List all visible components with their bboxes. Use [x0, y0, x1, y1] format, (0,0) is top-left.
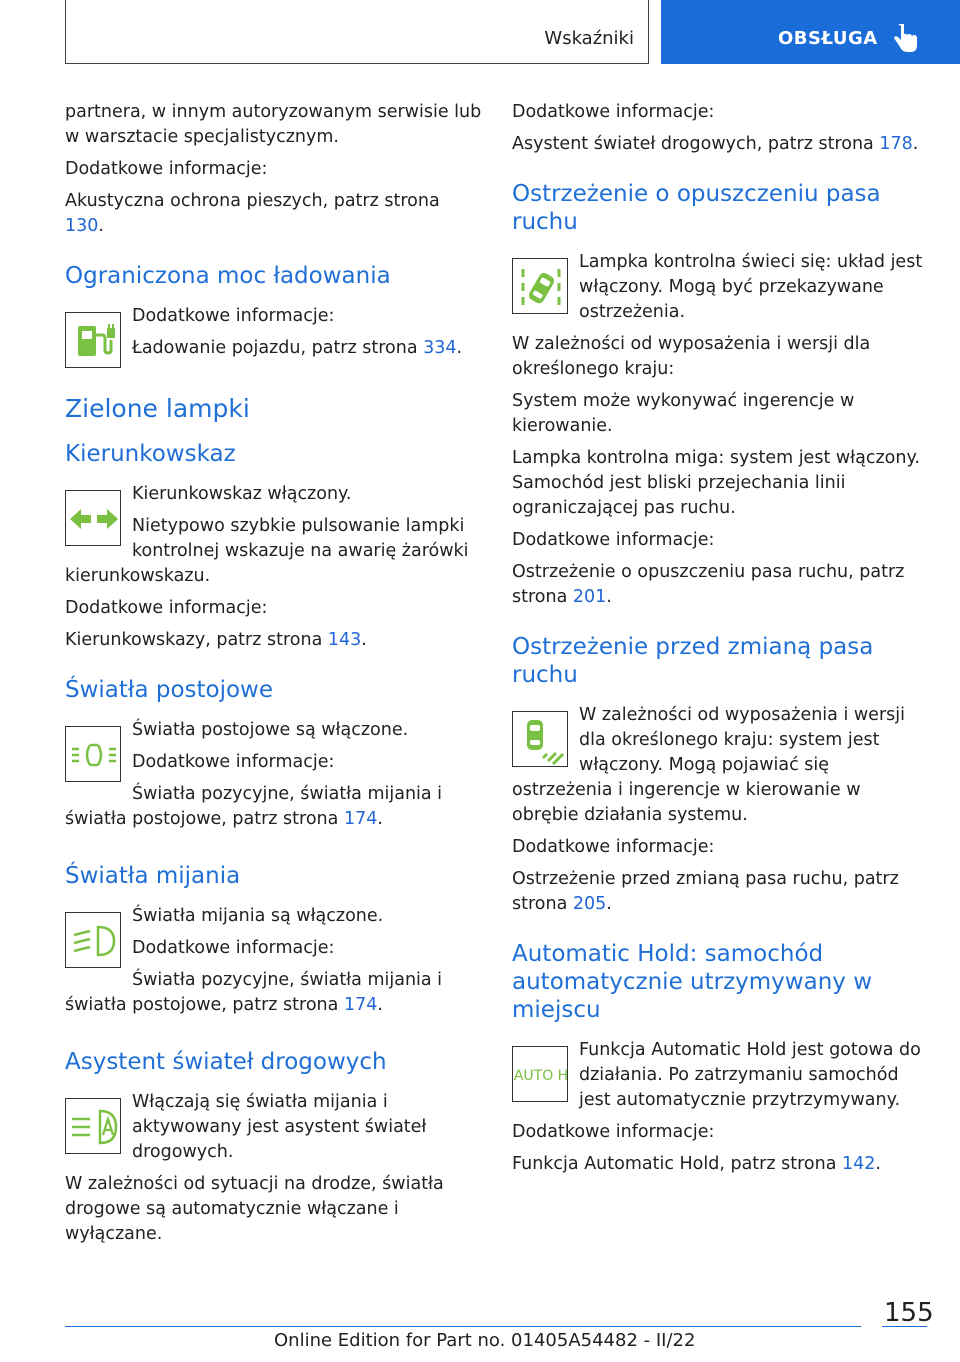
footer-divider [882, 1326, 927, 1327]
section-title-lane-change-warning: Ostrzeżenie przed zmianą pasa ruchu [512, 634, 874, 688]
page-link[interactable]: 178 [879, 134, 913, 154]
page-link[interactable]: 205 [572, 894, 607, 914]
paragraph: Dodatkowe informacje: [132, 306, 335, 326]
left-column [65, 100, 483, 1254]
indicator-block [65, 904, 483, 1025]
paragraph: Funkcja Automatic Hold jest gotowa do działania. Po zatrzymaniu samochód jest automatycznie przytrzymywany. [579, 1040, 921, 1110]
charging-plug-icon [65, 312, 121, 368]
paragraph: Kierunkowskazy, patrz strona 143. [65, 630, 367, 650]
low-beam-icon [65, 912, 121, 968]
lane-change-warning-icon [512, 711, 568, 767]
header-section-box [65, 0, 649, 64]
paragraph: Światła pozycyjne, światła mijania i światła postojowe, patrz strona 174. [65, 970, 443, 1015]
lane-departure-icon [512, 258, 568, 314]
page-link[interactable]: 201 [572, 587, 607, 607]
paragraph: W zależności od wyposażenia i wersji dla określonego kraju: [512, 334, 871, 379]
paragraph: Światła mijania są włączone. [132, 906, 384, 926]
indicator-block [65, 482, 483, 596]
indicator-block [65, 1090, 483, 1254]
indicator-block [512, 1038, 930, 1120]
turn-signal-icon [65, 490, 121, 546]
page-link[interactable]: 334 [423, 338, 457, 358]
section-title-turn-signal: Kierunkowskaz [65, 441, 236, 467]
paragraph: Dodatkowe informacje: [132, 752, 335, 772]
section-title-high-beam-assist: Asystent świateł drogowych [65, 1049, 387, 1075]
paragraph: Światła postojowe są włączone. [132, 720, 409, 740]
paragraph: Kierunkowskaz włączony. [132, 484, 352, 504]
high-beam-assist-icon [65, 1098, 121, 1154]
paragraph: partnera, w innym autoryzowanym serwisie lub w warsztacie specjalistycznym. [65, 102, 482, 147]
footer-divider [65, 1326, 861, 1327]
section-title-parking-lights: Światła postojowe [65, 677, 274, 703]
auto-hold-icon [512, 1046, 568, 1102]
paragraph: Dodatkowe informacje: [65, 598, 268, 618]
page-link[interactable]: 174 [343, 995, 378, 1015]
indicator-block [65, 718, 483, 839]
paragraph: Funkcja Automatic Hold, patrz strona 142. [512, 1154, 881, 1174]
footer-edition: Online Edition for Part no. 01405A54482 - II/22 [274, 1330, 696, 1351]
hand-pointer-icon [893, 24, 919, 54]
paragraph: Lampka kontrolna świeci się: układ jest włączony. Mogą być przekazywane ostrzeżenia. [579, 252, 923, 322]
paragraph: Dodatkowe informacje: [65, 159, 268, 179]
page-number: 155 [884, 1298, 934, 1328]
page-link[interactable]: 174 [343, 809, 378, 829]
header-chapter-title: OBSŁUGA [778, 28, 878, 49]
page-link[interactable]: 130 [65, 216, 99, 236]
paragraph: Włączają się światła mijania i aktywowany jest asystent świateł drogowych. [132, 1092, 427, 1162]
auto-hold-icon-text: AUTO H [513, 1068, 569, 1084]
page-link[interactable]: 143 [327, 630, 362, 650]
indicator-block [512, 250, 930, 332]
paragraph: Światła pozycyjne, światła mijania i światła postojowe, patrz strona 174. [65, 784, 443, 829]
indicator-block [512, 703, 930, 835]
paragraph: Asystent świateł drogowych, patrz strona 178. [512, 134, 919, 154]
chapter-heading-green-lights: Zielone lampki [65, 394, 250, 423]
paragraph: Dodatkowe informacje: [132, 938, 335, 958]
section-title-lane-departure: Ostrzeżenie o opuszczeniu pasa ruchu [512, 181, 881, 235]
paragraph: Akustyczna ochrona pieszych, patrz strona 130. [65, 191, 440, 236]
paragraph: Ładowanie pojazdu, patrz strona 334. [132, 338, 463, 358]
paragraph: Dodatkowe informacje: [512, 102, 715, 122]
paragraph: W zależności od wyposażenia i wersji dla określonego kraju: system jest włączony. Mogą pojawiać się ostrzeżenia i ingerencje w kierowanie w obrębie działania systemu. [512, 705, 905, 825]
paragraph: Dodatkowe informacje: [512, 837, 715, 857]
paragraph: Nietypowo szybkie pulsowanie lampki kontrolnej wskazuje na awarię żarówki kierunkowskazu. [65, 516, 469, 586]
paragraph: Lampka kontrolna miga: system jest włączony. Samochód jest bliski przejechania linii ograniczającej pas ruchu. [512, 448, 920, 518]
paragraph: Dodatkowe informacje: [512, 530, 715, 550]
paragraph: Ostrzeżenie o opuszczeniu pasa ruchu, patrz strona 201. [512, 562, 905, 607]
header-section-title: Wskaźniki [544, 28, 634, 49]
header-chapter-box [661, 0, 960, 64]
indicator-block [65, 304, 483, 372]
parking-lights-icon [65, 726, 121, 782]
section-title-auto-hold: Automatic Hold: samochód automatycznie utrzymywany w miejscu [512, 941, 873, 1023]
paragraph: W zależności od sytuacji na drodze, światła drogowe są automatycznie włączane i wyłączane. [65, 1174, 444, 1244]
page-link[interactable]: 142 [842, 1154, 876, 1174]
paragraph: System może wykonywać ingerencje w kierowanie. [512, 391, 855, 436]
section-title-low-beam: Światła mijania [65, 863, 241, 889]
paragraph: Ostrzeżenie przed zmianą pasa ruchu, patrz strona 205. [512, 869, 899, 914]
right-column [512, 100, 930, 1184]
section-title-charging: Ograniczona moc ładowania [65, 263, 391, 289]
paragraph: Dodatkowe informacje: [512, 1122, 715, 1142]
